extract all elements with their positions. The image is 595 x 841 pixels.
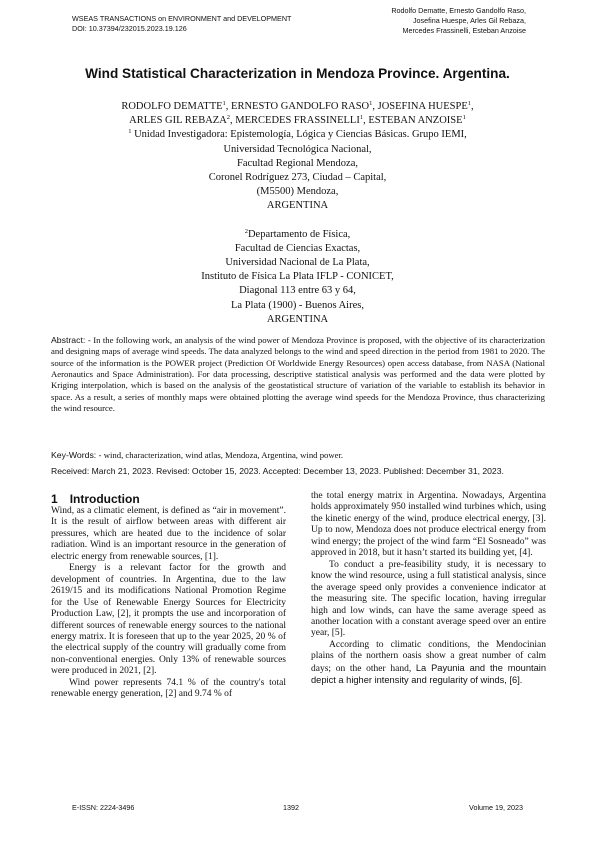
paragraph: Wind power represents 74.1 % of the country's total renewable energy generation, [2] and 9.74 % of: [51, 677, 286, 700]
affiliation-line: (M5500) Mendoza,: [256, 186, 339, 198]
author-name: ARLES GIL REBAZA: [129, 115, 227, 127]
author-name: , JOSEFINA HUESPE: [372, 101, 468, 112]
paragraph: Wind, as a climatic element, is defined as “air in movement”. It is the result of airflow between areas with different air pressures, which are heated due to the incidence of solar radiation. Wind is an important resource in the generation of electric energy from renewable sources, [1].: [51, 506, 286, 562]
affiliation-mark: 1: [359, 114, 364, 122]
footer-volume: Volume 19, 2023: [469, 803, 523, 812]
author-name: , ESTEBAN ANZOISE: [363, 115, 463, 127]
doi: DOI: 10.37394/232015.2023.19.126: [72, 24, 187, 33]
paper-title: Wind Statistical Characterization in Mendoza Province. Argentina.: [85, 66, 510, 81]
header-authors-line: Rodolfo Dematte, Ernesto Gandolfo Raso,: [391, 6, 526, 15]
author-name: , ERNESTO GANDOLFO RASO: [225, 101, 370, 112]
affiliation-mark: 1: [222, 100, 226, 107]
affiliation-text: Unidad Investigadora: Epistemología, Lógica y Ciencias Básicas. Grupo IEMI,: [131, 129, 467, 141]
affiliation-line: [60, 228, 535, 242]
author-name: RODOLFO DEMATTE: [121, 101, 223, 112]
affiliation-text: Departamento de Física,: [247, 228, 351, 240]
paragraph: the total energy matrix in Argentina. Nowadays, Argentina holds approximately 950 installed wind turbines which, using the kinetic energy of the wind, produce electrical energy, [3]. Up to now, Mendoza does not produce electrical energy from wind energy; the project of the wind farm “El Sosneado” was approved in 2018, but it hasn’t started its building yet, [4].: [311, 491, 546, 559]
paragraph: To conduct a pre-feasibility study, it is necessary to know the wind resource, using a full statistical analysis, since the average speed only provides a convenience indicator at the measuring site. The specific location, having irregular high and low winds, can have the same average speed as another location with a constant average speed over an entire year, [5].: [311, 559, 546, 639]
abstract-text: In the following work, an analysis of the wind power of Mendoza Province is proposed, with the objective of its characterization and designing maps of average wind speeds. The data analyzed belongs to the wind and speed direction in the period from 1981 to 2020. The source of the information is the POWER project (Prediction Of Worldwide Energy Resources) open access database, from NASA (National Aeronautics and Space Administration). For data processing, descriptive statistical analysis was performed and the data were plotted by Kriging interpolation, which is based on the analysis of the geostatistical structure of variation of the variable to establish its behavior in space. As a result, a series of monthly maps were obtained plotting the average wind speeds for the Mendoza Province, thus characterizing the wind resource.: [51, 335, 545, 414]
affiliation-line: Facultad Regional Mendoza,: [236, 157, 358, 169]
affiliation-mark: 1: [128, 128, 132, 136]
affiliation-line: Universidad Nacional de La Plata,: [225, 257, 370, 269]
affiliation-line: La Plata (1900) - Buenos Aires,: [231, 299, 364, 311]
author-line: [60, 100, 535, 114]
section-title: Introduction: [69, 492, 140, 506]
affiliation-line: ARGENTINA: [266, 200, 329, 212]
affiliation-mark: 1: [462, 114, 466, 122]
affiliation-mark: 2: [226, 114, 231, 122]
keywords-text: wind, characterization, wind atlas, Mendoza, Argentina, wind power.: [101, 450, 344, 460]
abstract: [51, 335, 545, 414]
header-authors-line: Mercedes Frassinelli, Esteban Anzoise: [402, 26, 526, 35]
author-block: [60, 100, 535, 327]
body-column-left: [51, 506, 286, 701]
paragraph-text: La Payunia and the mountain depict a higher intensity and regularity of winds, [6].: [311, 662, 546, 686]
author-name: , MERCEDES FRASSINELLI: [230, 115, 360, 127]
affiliation-line: Diagonal 113 entre 63 y 64,: [239, 285, 356, 297]
affiliation-mark: 2: [244, 227, 248, 235]
running-header-right: [391, 6, 526, 36]
paragraph: [311, 640, 546, 688]
abstract-label: Abstract: -: [51, 335, 91, 345]
affiliation-line: [60, 128, 535, 142]
affiliation-line: Universidad Tecnológica Nacional,: [223, 143, 372, 155]
affiliation-line: Facultad de Ciencias Exactas,: [234, 242, 361, 254]
section-number: 1: [51, 492, 58, 506]
section-heading: [51, 492, 140, 506]
page-number: 1392: [283, 803, 299, 812]
keywords: [51, 450, 545, 461]
affiliation-line: ARGENTINA: [266, 313, 329, 325]
author-line: [60, 114, 535, 128]
affiliation-mark: 1: [369, 100, 373, 107]
received-dates: Received: March 21, 2023. Revised: October 15, 2023. Accepted: December 13, 2023. Published: December 31, 2023.: [51, 466, 504, 476]
footer-issn: E-ISSN: 2224-3496: [72, 803, 135, 812]
journal-name: WSEAS TRANSACTIONS on ENVIRONMENT and DEVELOPMENT: [72, 14, 292, 23]
keywords-label: Key-Words: -: [51, 450, 102, 460]
affiliation-line: Instituto de Física La Plata IFLP - CONICET,: [201, 271, 394, 283]
paragraph: Energy is a relevant factor for the growth and development of countries. In Argentina, due to the law 2619/15 and its modifications National Promotion Regime for the Use of Renewable Energy Sources for Electricity Production Law, [2], it prompts the use and incorporation of different sources of renewable energy sources to the national energy matrix. It is foreseen that up to the year 2025, 20 % of the electrical supply of the country will gradually come from non-conventional energies. Only 13% of renewable sources were produced in 2021, [2].: [51, 563, 286, 677]
author-separator: ,: [471, 101, 474, 112]
paragraph-text: According to climatic conditions, the Mendocinian plains of the northern oasis show a great number of calm days; on the other hand,: [311, 639, 546, 674]
spacer: [60, 214, 535, 228]
affiliation-line: Coronel Rodríguez 273, Ciudad – Capital,: [208, 172, 387, 184]
body-column-right: [311, 491, 546, 688]
affiliation-mark: 1: [467, 100, 472, 107]
running-header-left: [72, 14, 291, 34]
header-authors-line: Josefina Huespe, Arles Gil Rebaza,: [412, 16, 526, 25]
